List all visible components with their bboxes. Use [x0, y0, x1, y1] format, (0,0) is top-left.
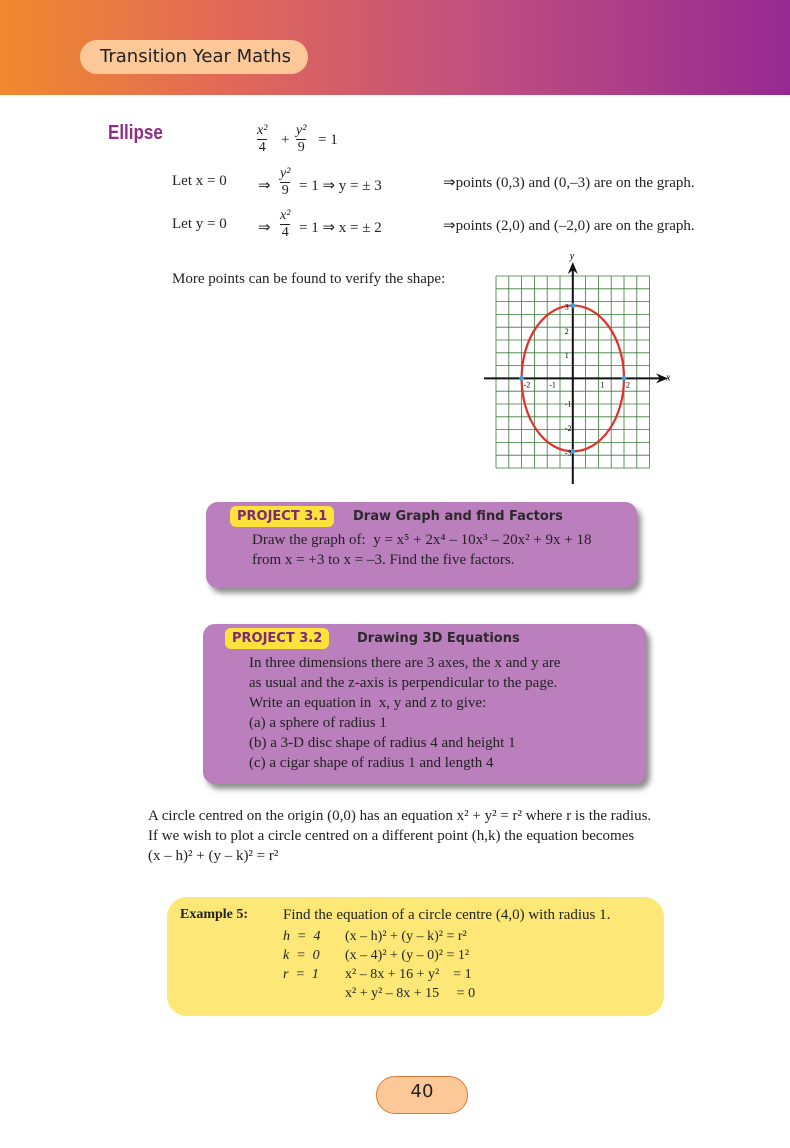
- y-tick-label: 1: [564, 351, 569, 361]
- fraction-x-over-4: [280, 208, 290, 241]
- fraction-y-over-9: [280, 166, 290, 199]
- project-line: Write an equation in x, y and z to give:: [249, 695, 487, 711]
- paragraph-line: A circle centred on the origin (0,0) has an equation x² + y² = r² where r is the radius.: [148, 808, 652, 824]
- points-on-x-axis: ⇒points (2,0) and (–2,0) are on the graph.: [443, 218, 695, 234]
- project-tag: PROJECT 3.1: [230, 506, 334, 527]
- paragraph-line: (x – h)² + (y – k)² = r²: [148, 848, 279, 864]
- project-line: (a) a sphere of radius 1: [249, 715, 387, 731]
- example-given-k: k = 0: [283, 948, 320, 963]
- example-label: Example 5:: [180, 907, 249, 922]
- project-line: In three dimensions there are 3 axes, the x and y are: [249, 655, 561, 671]
- example-5-box: [167, 897, 664, 1016]
- ellipse-graph: [480, 248, 680, 488]
- denominator: 9: [297, 140, 305, 155]
- example-step: (x – 4)² + (y – 0)² = 1²: [345, 948, 470, 963]
- example-step: x² – 8x + 16 + y² = 1: [345, 967, 472, 982]
- points-on-y-axis: ⇒points (0,3) and (0,–3) are on the graph.: [443, 175, 695, 191]
- project-3-1-box: [206, 502, 637, 588]
- numerator: y²: [280, 166, 291, 181]
- intercept-point: [570, 303, 575, 308]
- plus-sign: +: [281, 132, 290, 148]
- equation-fraction-y: [296, 123, 306, 156]
- numerator: x²: [280, 208, 291, 223]
- example-step: x² + y² – 8x + 15 = 0: [345, 986, 476, 1001]
- circle-paragraph: [148, 806, 651, 866]
- implies-arrow: ⇒: [258, 220, 271, 236]
- project-title: Draw Graph and find Factors: [353, 509, 563, 524]
- example-given-r: r = 1: [283, 967, 319, 982]
- denominator: 9: [281, 183, 289, 198]
- y-tick-label: 2: [564, 326, 569, 336]
- project-line: (c) a cigar shape of radius 1 and length 4: [249, 755, 494, 771]
- solution-y: = 1 ⇒ y = ± 3: [299, 178, 382, 194]
- x-tick-label: 2: [626, 380, 630, 390]
- equation-fraction-x: [257, 123, 267, 156]
- project-title: Drawing 3D Equations: [357, 631, 520, 646]
- project-body: [249, 653, 561, 773]
- denominator: 4: [258, 140, 266, 155]
- more-points-text: More points can be found to verify the shape:: [172, 271, 446, 287]
- y-axis-label: y: [569, 251, 575, 262]
- project-3-2-box: [203, 624, 646, 784]
- project-line: Draw the graph of: y = x⁵ + 2x⁴ – 10x³ – 20x² + 9x + 18: [252, 532, 592, 548]
- y-tick-label: -2: [564, 424, 572, 434]
- let-x-zero: Let x = 0: [172, 173, 227, 189]
- project-line: (b) a 3-D disc shape of radius 4 and height 1: [249, 735, 516, 751]
- let-y-zero: Let y = 0: [172, 216, 227, 232]
- x-axis-label: x: [666, 372, 671, 384]
- x-tick-label: 1: [600, 380, 605, 390]
- example-statement: Find the equation of a circle centre (4,0) with radius 1.: [283, 907, 611, 923]
- equation-rhs: = 1: [318, 132, 338, 148]
- y-tick-label: -1: [564, 399, 572, 409]
- x-tick-label: -1: [549, 380, 556, 390]
- numerator: y²: [296, 123, 307, 138]
- y-tick-label: 3: [564, 302, 569, 312]
- project-body: [252, 530, 592, 570]
- numerator: x²: [257, 123, 268, 138]
- implies-arrow: ⇒: [258, 178, 271, 194]
- paragraph-line: If we wish to plot a circle centred on a different point (h,k) the equation becomes: [148, 828, 635, 844]
- denominator: 4: [281, 225, 289, 240]
- y-tick-label: -3: [564, 448, 572, 458]
- project-line: as usual and the z-axis is perpendicular to the page.: [249, 675, 558, 691]
- book-title: Transition Year Maths: [80, 40, 308, 74]
- project-tag: PROJECT 3.2: [225, 628, 329, 649]
- x-tick-label: -2: [523, 380, 531, 390]
- solution-x: = 1 ⇒ x = ± 2: [299, 220, 382, 236]
- page-number: 40: [376, 1076, 468, 1114]
- example-step: (x – h)² + (y – k)² = r²: [345, 929, 467, 944]
- example-given-h: h = 4: [283, 929, 321, 944]
- project-line: from x = +3 to x = –3. Find the five factors.: [252, 552, 515, 568]
- section-title: Ellipse: [108, 122, 163, 144]
